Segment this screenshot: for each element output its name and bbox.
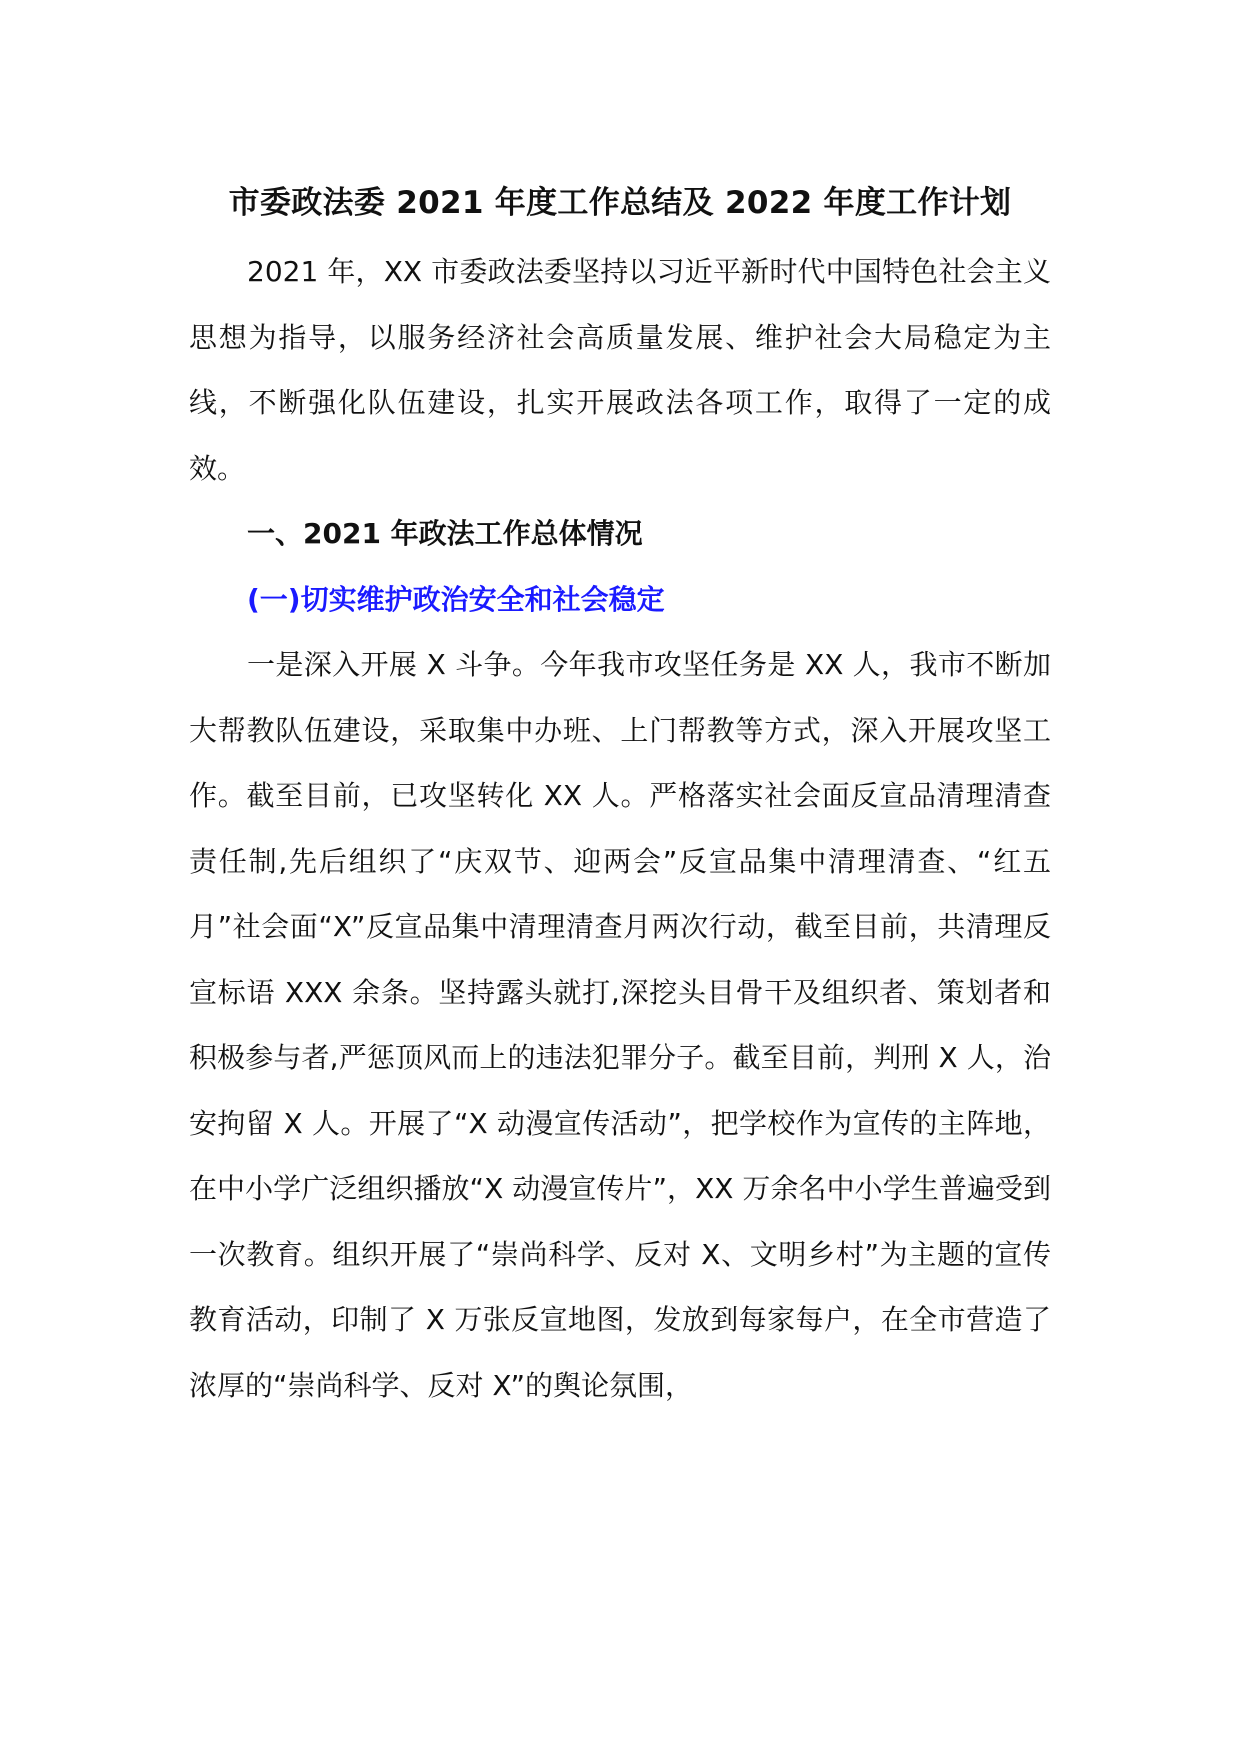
- body-paragraph: 一是深入开展 X 斗争。今年我市攻坚任务是 XX 人，我市不断加大帮教队伍建设，采取集中办班、上门帮教等方式，深入开展攻坚工作。截至目前，已攻坚转化 XX 人。严格落实社会面反宣品清理清查责任制,先后组织了“庆双节、迎两会”反宣品集中清理清查、“红五月”社会面“X”反宣品集中清理清查月两次行动，截至目前，共清理反宣标语 XXX 余条。坚持露头就打,深挖头目骨干及组织者、策划者和积极参与者,严惩顶风而上的违法犯罪分子。截至目前，判刑 X 人，治安拘留 X 人。开展了“X 动漫宣传活动”，把学校作为宣传的主阵地，在中小学广泛组织播放“X 动漫宣传片”，XX 万余名中小学生普遍受到一次教育。组织开展了“崇尚科学、反对 X、文明乡村”为主题的宣传教育活动，印制了 X 万张反宣地图，发放到每家每户，在全市营造了浓厚的“崇尚科学、反对 X”的舆论氛围，: [189, 648, 1051, 1402]
- subsection-heading: (一)切实维护政治安全和社会稳定: [247, 582, 665, 616]
- document-body: [189, 175, 1051, 1418]
- section-heading: 一、2021 年政法工作总体情况: [247, 517, 643, 550]
- document-title: 市委政法委 2021 年度工作总结及 2022 年度工作计划: [228, 185, 1012, 221]
- intro-paragraph: 2021 年，XX 市委政法委坚持以习近平新时代中国特色社会主义思想为指导，以服务经济社会高质量发展、维护社会大局稳定为主线，不断强化队伍建设，扎实开展政法各项工作，取得了一定的成效。: [189, 255, 1051, 485]
